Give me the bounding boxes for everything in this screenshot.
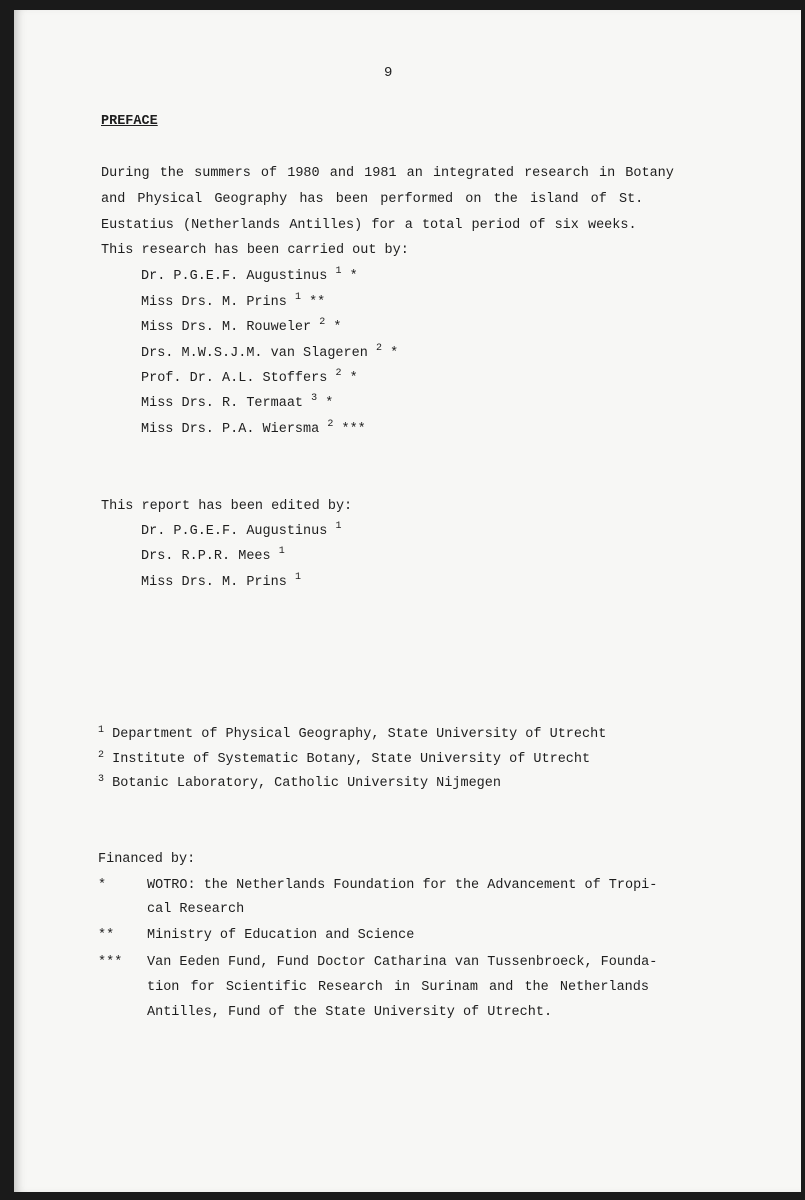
affiliation-ref: 2 [327, 419, 334, 430]
affiliation-ref: 1 [278, 546, 285, 557]
affiliation-ref: 1 [335, 521, 342, 532]
affiliation-ref: 3 [311, 393, 318, 404]
researcher-name: Miss Drs. R. Termaat [141, 396, 304, 411]
researcher [141, 343, 399, 361]
intro-line-3: Eustatius (Netherlands Antilles) for a total period of six weeks. [101, 218, 637, 233]
affiliation-number: 1 [98, 725, 105, 736]
affiliation-note [98, 725, 607, 742]
researcher-name: Dr. P.G.E.F. Augustinus [141, 269, 328, 284]
affiliation-text: Institute of Systematic Botany, State University of Utrecht [112, 752, 591, 767]
editor-name: Miss Drs. M. Prins [141, 575, 287, 590]
researcher [141, 393, 334, 411]
affiliation-ref: 2 [319, 317, 326, 328]
section-heading: PREFACE [101, 114, 158, 129]
researcher-name: Prof. Dr. A.L. Stoffers [141, 371, 328, 386]
researcher [141, 368, 358, 386]
researcher-name: Drs. M.W.S.J.M. van Slageren [141, 346, 368, 361]
researcher [141, 419, 366, 437]
affiliation-ref: 1 [294, 572, 301, 583]
intro-line-2: and Physical Geography has been performed on the island of St. [101, 192, 644, 207]
page-number: 9 [384, 65, 393, 81]
researcher [141, 317, 342, 335]
funder-line: Antilles, Fund of the State University of Utrecht. [147, 1005, 553, 1020]
researcher [141, 266, 358, 284]
funding-mark: * [349, 371, 358, 386]
funder-mark: * [98, 878, 107, 893]
funder-mark: *** [98, 955, 123, 970]
researcher-name: Miss Drs. P.A. Wiersma [141, 422, 320, 437]
editor [141, 572, 301, 590]
editor-name: Dr. P.G.E.F. Augustinus [141, 524, 328, 539]
editor-name: Drs. R.P.R. Mees [141, 549, 271, 564]
affiliation-ref: 1 [335, 266, 342, 277]
researcher [141, 292, 326, 310]
affiliation-ref: 2 [375, 343, 382, 354]
editor [141, 521, 342, 539]
affiliation-number: 3 [98, 774, 105, 785]
affiliation-ref: 2 [335, 368, 342, 379]
funding-mark: ** [309, 295, 326, 310]
funding-mark: * [333, 320, 342, 335]
funder-line: tion for Scientific Research in Surinam and the Netherlands [147, 980, 649, 995]
editor [141, 546, 285, 564]
funding-mark: * [349, 269, 358, 284]
funder-line: cal Research [147, 902, 245, 917]
affiliation-note [98, 750, 591, 767]
document-page [14, 10, 801, 1192]
affiliation-number: 2 [98, 750, 105, 761]
edited-by-label: This report has been edited by: [101, 499, 353, 514]
funding-mark: *** [341, 422, 366, 437]
affiliation-ref: 1 [294, 292, 301, 303]
funder-line: WOTRO: the Netherlands Foundation for the Advancement of Tropi- [147, 878, 658, 893]
financed-by-label: Financed by: [98, 852, 196, 867]
researcher-name: Miss Drs. M. Rouweler [141, 320, 312, 335]
researcher-name: Miss Drs. M. Prins [141, 295, 287, 310]
intro-line-1: During the summers of 1980 and 1981 an integrated research in Botany [101, 166, 674, 181]
funder-line: Van Eeden Fund, Fund Doctor Catharina van Tussenbroeck, Founda- [147, 955, 658, 970]
affiliation-text: Department of Physical Geography, State University of Utrecht [112, 727, 607, 742]
affiliation-note [98, 774, 501, 791]
affiliation-text: Botanic Laboratory, Catholic University Nijmegen [112, 776, 501, 791]
funder-line: Ministry of Education and Science [147, 928, 415, 943]
funding-mark: * [390, 346, 399, 361]
intro-line-4: This research has been carried out by: [101, 243, 409, 258]
funding-mark: * [325, 396, 334, 411]
funder-mark: ** [98, 928, 115, 943]
